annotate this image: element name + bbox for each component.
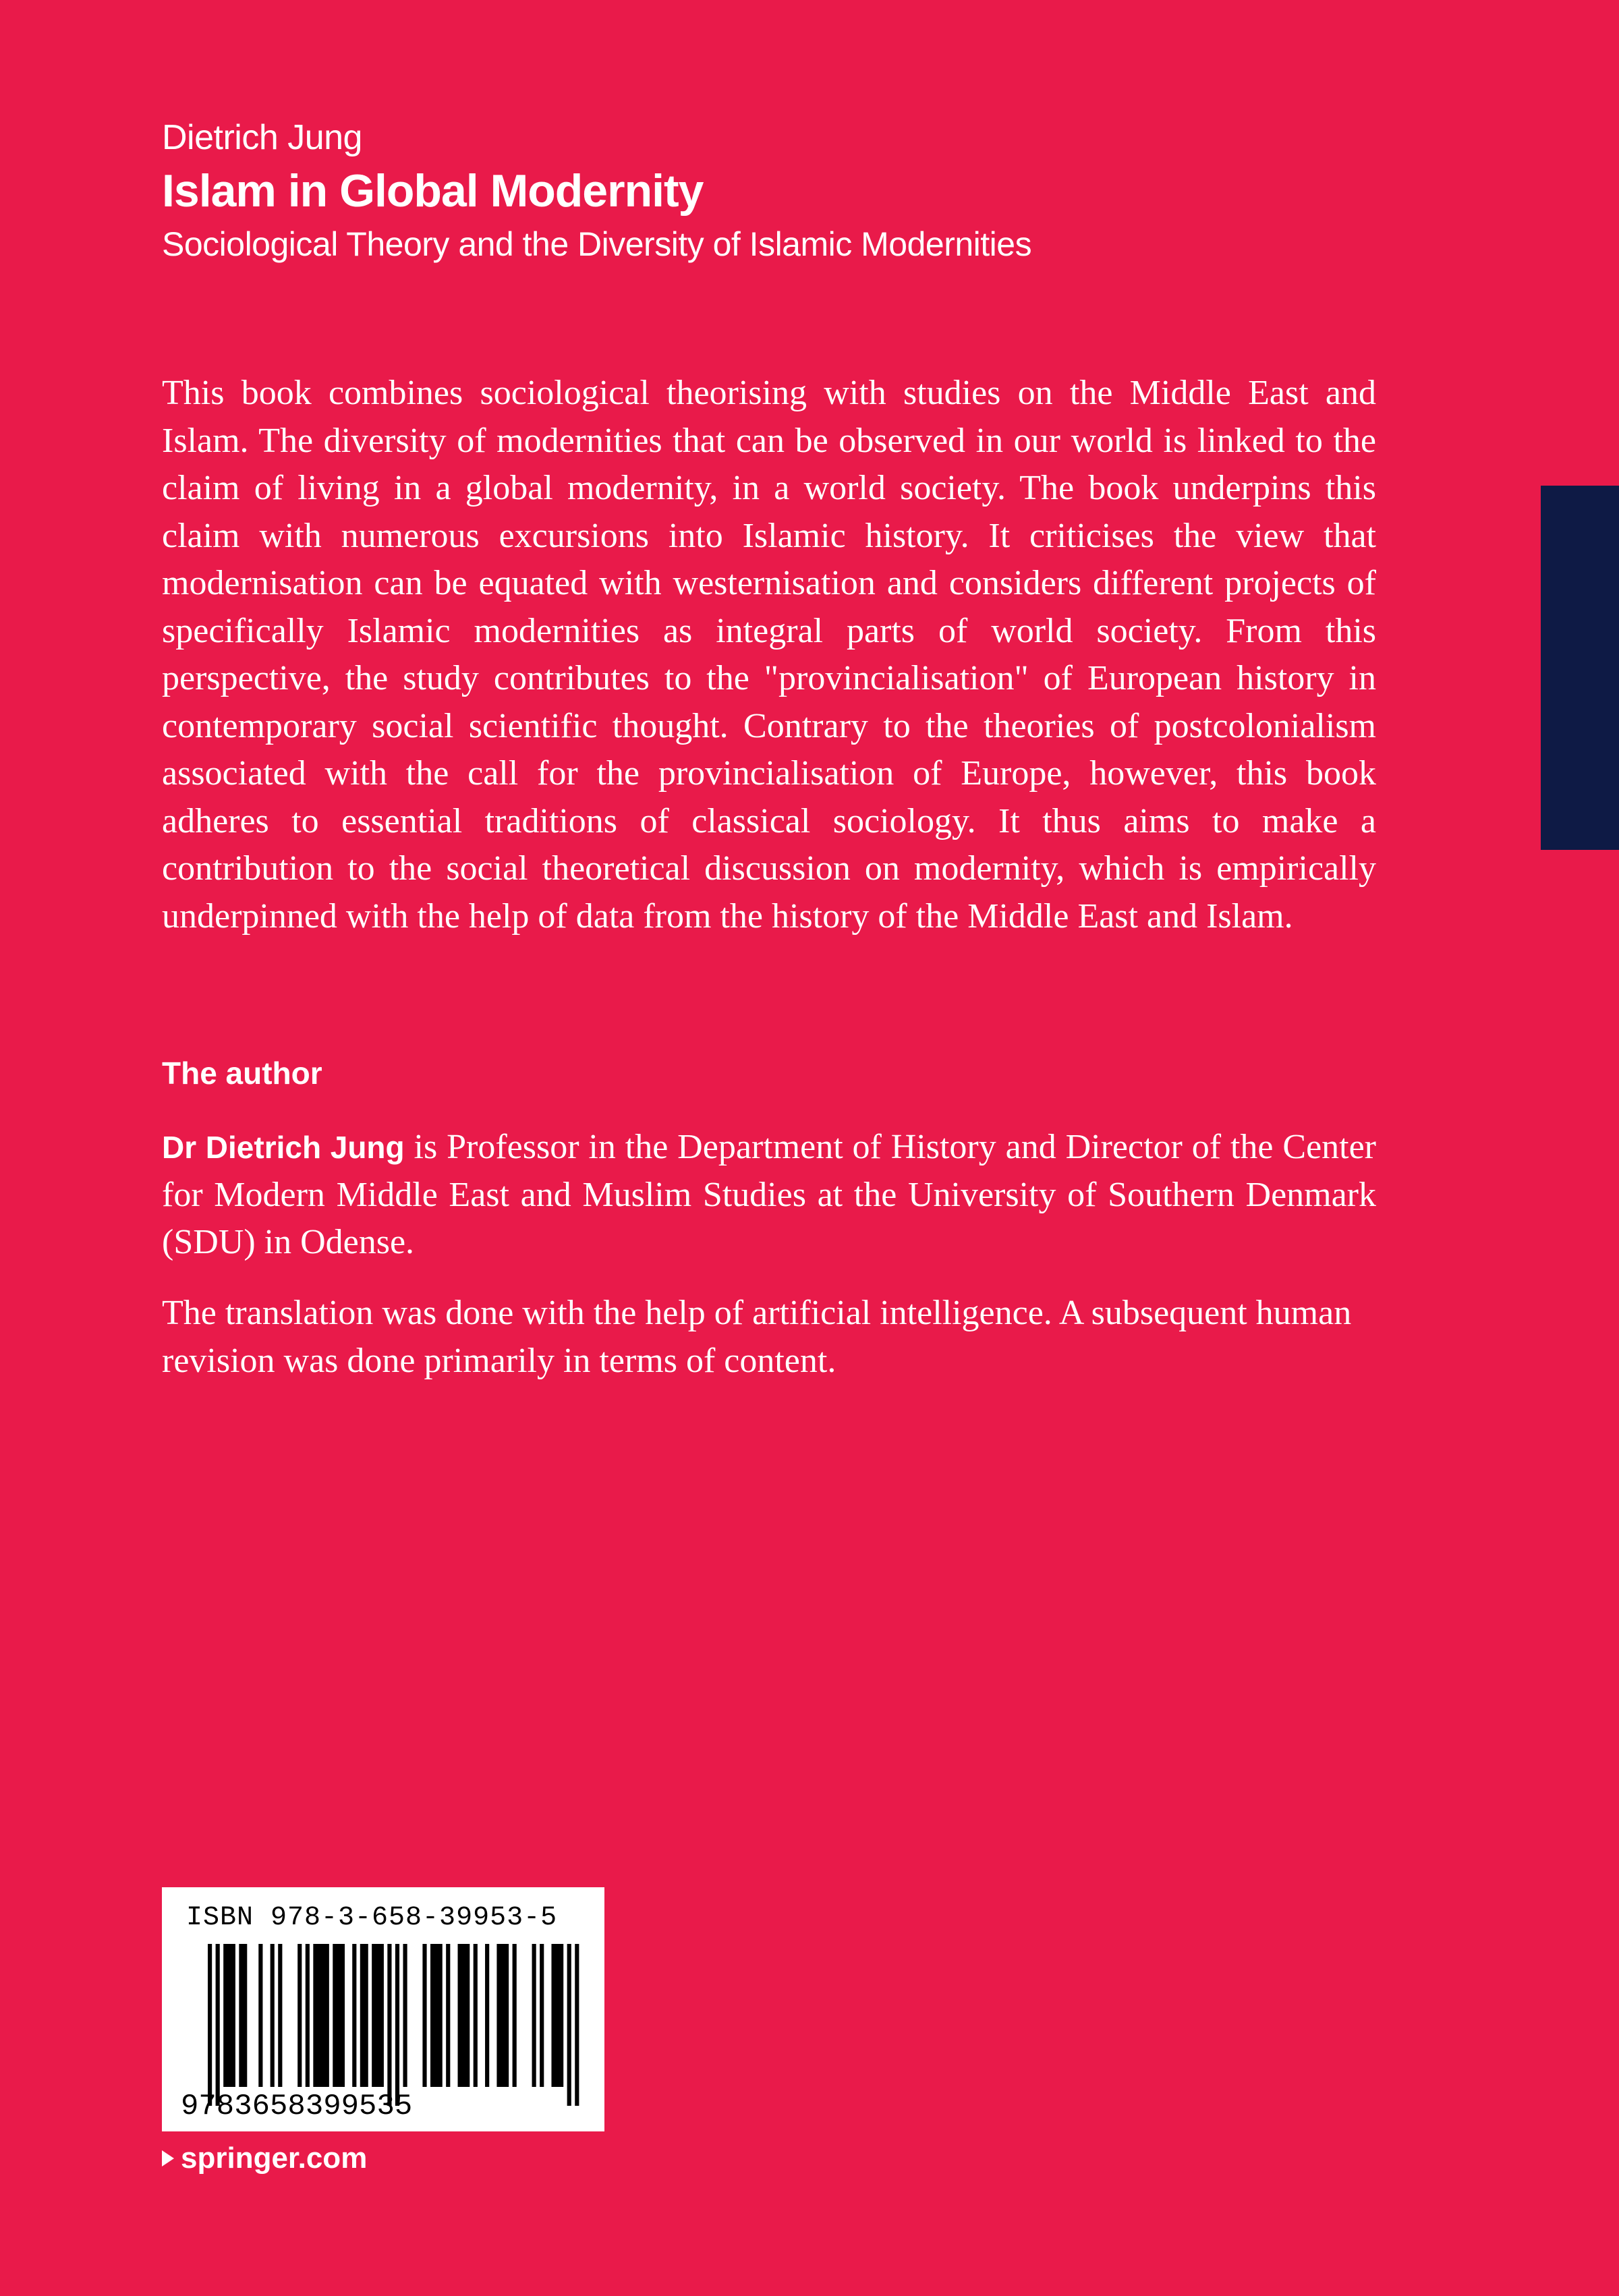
barcode-bar xyxy=(505,1944,509,2087)
barcode-bar xyxy=(376,1944,380,2087)
barcode-bar xyxy=(567,1944,571,2106)
barcode-bar xyxy=(341,1944,345,2087)
barcode-bar xyxy=(243,1944,247,2087)
barcode-digits: 9783658399535 xyxy=(181,2090,413,2123)
barcode-bar xyxy=(430,1944,434,2087)
barcode-bar xyxy=(278,1944,282,2087)
barcode-bar xyxy=(239,1944,243,2087)
barcode-bar xyxy=(227,1944,231,2087)
author-section-heading: The author xyxy=(162,1056,322,1091)
barcode-bar xyxy=(258,1944,262,2087)
barcode-bar xyxy=(559,1944,563,2087)
barcode-bar xyxy=(465,1944,470,2087)
barcode-bar xyxy=(387,1944,391,2106)
barcode-bar xyxy=(555,1944,559,2087)
barcode-bars xyxy=(181,1944,586,2113)
spine-color-tab xyxy=(1541,486,1619,850)
barcode-bar xyxy=(208,1944,212,2106)
barcode-bar xyxy=(395,1944,399,2106)
barcode-bar xyxy=(461,1944,465,2087)
publisher-link[interactable] xyxy=(162,2138,367,2179)
barcode-bar xyxy=(337,1944,341,2087)
barcode-bar xyxy=(352,1944,356,2087)
barcode-bar xyxy=(360,1944,364,2087)
translation-note: The translation was done with the help of artificial intelligence. A subsequent human revision was done primarily in terms of content. xyxy=(162,1294,1352,1380)
author-bio-name: Dr Dietrich Jung xyxy=(162,1130,405,1165)
barcode-bar xyxy=(333,1944,337,2087)
barcode-bar xyxy=(446,1944,450,2087)
barcode-bar xyxy=(540,1944,544,2087)
barcode-bar xyxy=(297,1944,302,2087)
barcode-bar xyxy=(317,1944,321,2087)
barcode-bar xyxy=(325,1944,329,2087)
barcode-bar xyxy=(231,1944,235,2087)
book-subtitle: Sociological Theory and the Diversity of Islamic Modernities xyxy=(162,225,1032,263)
author-name: Dietrich Jung xyxy=(162,118,362,157)
isbn-barcode xyxy=(162,1887,604,2131)
barcode-bar xyxy=(458,1944,462,2087)
barcode-bar xyxy=(438,1944,443,2087)
barcode-bar xyxy=(380,1944,384,2087)
barcode-bar xyxy=(223,1944,227,2087)
barcode-bar xyxy=(532,1944,536,2087)
barcode-bar xyxy=(551,1944,555,2087)
publisher-website[interactable]: springer.com xyxy=(181,2142,368,2175)
barcode-bar xyxy=(474,1944,478,2087)
barcode-bar xyxy=(372,1944,376,2087)
isbn-label: ISBN 978-3-658-39953-5 xyxy=(186,1903,558,1933)
book-blurb: This book combines sociological theorising with studies on the Middle East and Islam. The diversity of modernities that can be observed in our world is linked to the claim of living in a global modernity, in a world society. The book underpins this claim with numerous excursions into Islamic history. It criticises the view that modernisation can be equated with westernisation and considers different projects of specifically Islamic modernities as integral parts of world society. From this perspective, the study contributes to the "provincialisation" of European history in contemporary social scientific thought. Contrary to the theories of postcolonialism associated with the call for the provincialisation of Europe, however, this book adheres to essential traditions of classical sociology. It thus aims to make a contribution to the social theoretical discussion on modernity, which is empirically underpinned with the help of data from the history of the Middle East and Islam. xyxy=(162,374,1376,936)
barcode-bar xyxy=(485,1944,489,2087)
barcode-bar xyxy=(513,1944,517,2087)
author-bio-text: is Professor in the Department of History and Director of the Center for Modern Middle East and Muslim Studies at the University of Southern Denmark (SDU) in Odense. xyxy=(162,1128,1376,1261)
barcode-bar xyxy=(216,1944,220,2106)
barcode-bar xyxy=(501,1944,505,2087)
barcode-bar xyxy=(321,1944,325,2087)
author-bio xyxy=(162,1124,1376,1267)
barcode-bar xyxy=(403,1944,407,2087)
barcode-bar xyxy=(313,1944,317,2087)
barcode-bar xyxy=(434,1944,438,2087)
play-arrow-icon xyxy=(162,2150,174,2166)
barcode-bar xyxy=(364,1944,368,2087)
barcode-bar xyxy=(306,1944,310,2087)
barcode-bar xyxy=(422,1944,426,2087)
barcode-bar xyxy=(496,1944,501,2087)
cover-header xyxy=(162,113,1376,268)
barcode-bar xyxy=(271,1944,275,2087)
book-title: Islam in Global Modernity xyxy=(162,165,704,217)
barcode-bar xyxy=(575,1944,579,2106)
